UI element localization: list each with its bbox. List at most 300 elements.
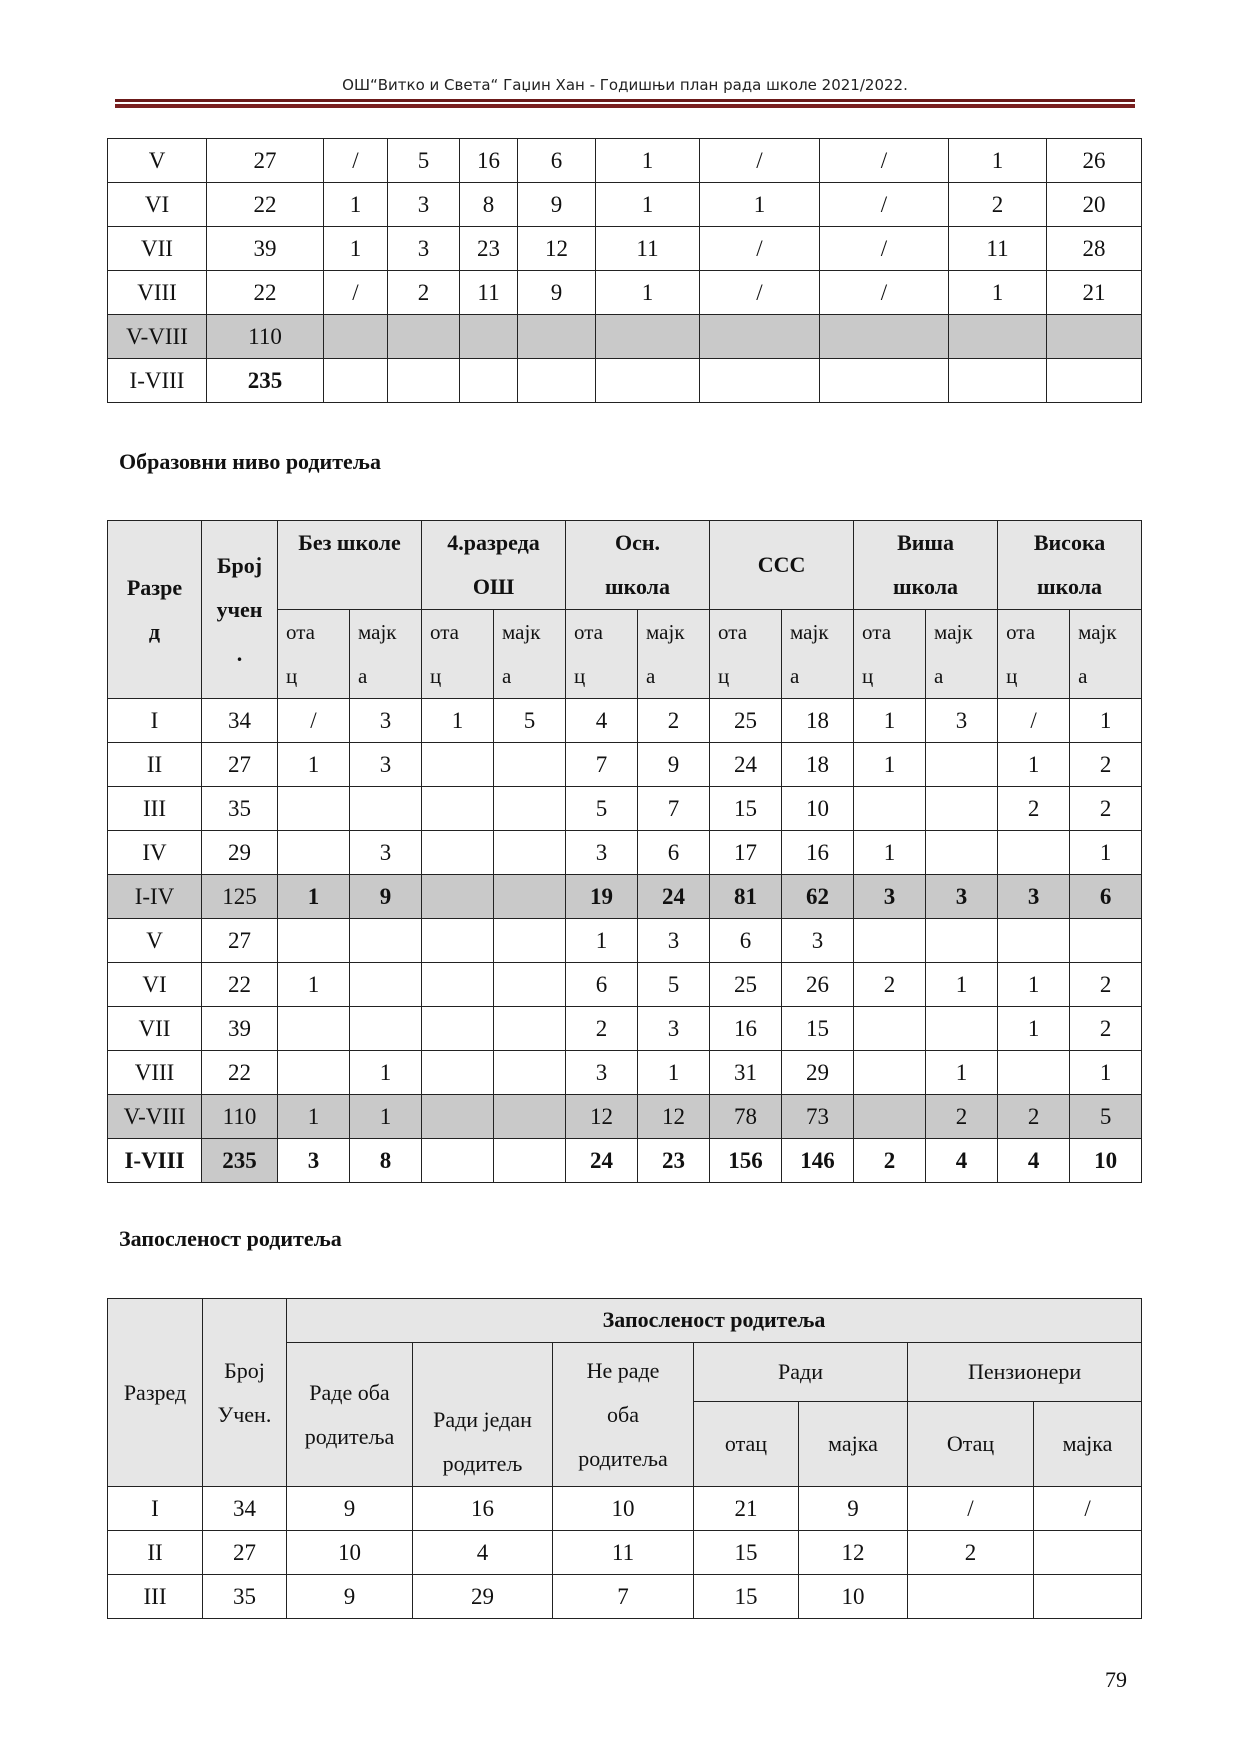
table-cell: 26 <box>1047 139 1142 183</box>
table-row <box>108 919 1142 963</box>
subheader-text: ота <box>1006 620 1036 644</box>
table-cell: 1 <box>278 875 350 919</box>
table-cell <box>494 831 566 875</box>
subheader-text: ц <box>574 664 586 688</box>
table-cell <box>1070 919 1142 963</box>
table-cell: VI <box>108 963 202 1007</box>
table-cell <box>324 359 388 403</box>
table-cell: 11 <box>596 227 700 271</box>
table-cell <box>926 831 998 875</box>
table-cell: IV <box>108 831 202 875</box>
table-cell: 10 <box>799 1575 908 1619</box>
table-cell: 22 <box>207 271 324 315</box>
table-row <box>108 963 1142 1007</box>
table-cell <box>998 831 1070 875</box>
table-cell: 5 <box>566 787 638 831</box>
table-cell <box>388 359 460 403</box>
table-cell <box>278 831 350 875</box>
subheader-text: а <box>646 664 656 688</box>
table-row <box>108 1575 1142 1619</box>
table-cell <box>926 1007 998 1051</box>
table-cell: 24 <box>566 1139 638 1183</box>
table-cell: 9 <box>287 1575 413 1619</box>
subheader-text: ота <box>862 620 892 644</box>
table-cell <box>494 963 566 1007</box>
table-cell <box>700 359 820 403</box>
table-cell: 1 <box>350 1051 422 1095</box>
table-cell: 9 <box>638 743 710 787</box>
table-cell: III <box>108 787 202 831</box>
table-cell: 3 <box>926 699 998 743</box>
subheader-text: а <box>934 664 944 688</box>
col-header-broj-line1: Број <box>216 552 263 578</box>
table-cell: / <box>700 139 820 183</box>
table-cell: III <box>108 1575 203 1619</box>
col-header-broj <box>202 521 278 699</box>
group-header-bez-skole <box>278 521 422 610</box>
table-cell: 20 <box>1047 183 1142 227</box>
table-cell: VI <box>108 183 207 227</box>
subheader-majka <box>350 610 422 699</box>
col-header-text: Ради један <box>433 1407 532 1432</box>
table-cell: 27 <box>207 139 324 183</box>
subheader-otac <box>710 610 782 699</box>
table-row <box>108 1007 1142 1051</box>
table-cell <box>998 1051 1070 1095</box>
table-row <box>108 271 1142 315</box>
table-cell: 27 <box>202 743 278 787</box>
header-rule-thick <box>115 104 1135 108</box>
table-cell <box>596 315 700 359</box>
page-header: ОШ“Витко и Света“ Гаџин Хан - Годишњи план рада школе 2021/2022. <box>342 76 908 94</box>
table-cell <box>926 787 998 831</box>
table-cell: V <box>108 139 207 183</box>
table-row <box>108 875 1142 919</box>
table-cell: / <box>998 699 1070 743</box>
table-cell: 2 <box>1070 743 1142 787</box>
table-cell <box>278 1007 350 1051</box>
subheader-text: ц <box>718 664 730 688</box>
table-cell: 34 <box>202 699 278 743</box>
table-cell: 1 <box>596 271 700 315</box>
table-cell <box>908 1575 1034 1619</box>
table-cell: 73 <box>782 1095 854 1139</box>
col-header-text: Раде оба <box>309 1379 390 1405</box>
table-cell: / <box>820 271 949 315</box>
table-cell <box>350 1007 422 1051</box>
table-cell: 22 <box>202 963 278 1007</box>
table-row <box>108 183 1142 227</box>
table-cell <box>422 1051 494 1095</box>
subheader-text: а <box>1078 664 1088 688</box>
table-cell: 3 <box>388 183 460 227</box>
table-cell: 1 <box>422 699 494 743</box>
table-cell: 2 <box>1070 1007 1142 1051</box>
table-cell: 2 <box>1070 963 1142 1007</box>
table-cell: 6 <box>710 919 782 963</box>
table-cell <box>949 359 1047 403</box>
table-cell <box>388 315 460 359</box>
table-cell: 7 <box>553 1575 694 1619</box>
table-cell: 21 <box>694 1487 799 1531</box>
group-header-visa-skola <box>854 521 998 610</box>
table-cell <box>494 743 566 787</box>
subheader-text: ота <box>718 620 748 644</box>
table-row <box>108 787 1142 831</box>
subheader-otac <box>566 610 638 699</box>
table-cell <box>998 919 1070 963</box>
table-cell: 4 <box>566 699 638 743</box>
table-cell <box>1047 359 1142 403</box>
group-header-visoka-skola <box>998 521 1142 610</box>
subheader-text: мајк <box>502 620 541 644</box>
group-header-text: школа <box>893 574 959 599</box>
table-cell <box>494 787 566 831</box>
table-row <box>108 359 1142 403</box>
table-cell <box>949 315 1047 359</box>
table-cell: 3 <box>350 743 422 787</box>
section-title-employment: Запосленост родитеља <box>119 1226 342 1251</box>
table-cell: 1 <box>854 831 926 875</box>
table-cell: 16 <box>413 1487 553 1531</box>
col-header-razred-line2: д <box>148 618 161 644</box>
table-cell: 39 <box>202 1007 278 1051</box>
subheader-text: ота <box>574 620 603 644</box>
table-cell: 10 <box>287 1531 413 1575</box>
table-cell: 3 <box>998 875 1070 919</box>
table-cell: 3 <box>350 831 422 875</box>
table-cell: 9 <box>518 183 596 227</box>
table-cell <box>518 315 596 359</box>
group-header-text: ОШ <box>472 574 515 599</box>
table-cell: V-VIII <box>108 1095 202 1139</box>
table-cell: 1 <box>638 1051 710 1095</box>
table-row <box>108 1531 1142 1575</box>
table-cell: 81 <box>710 875 782 919</box>
table-cell: 31 <box>710 1051 782 1095</box>
table-cell: 11 <box>553 1531 694 1575</box>
table-cell: 110 <box>202 1095 278 1139</box>
table-cell: 10 <box>1070 1139 1142 1183</box>
table-cell: 27 <box>202 919 278 963</box>
table-cell: 11 <box>949 227 1047 271</box>
table-cell: 2 <box>1070 787 1142 831</box>
table-cell <box>324 315 388 359</box>
group-header-text: Осн. <box>614 530 661 555</box>
parents-education-table <box>107 520 1142 1183</box>
table-cell: 24 <box>638 875 710 919</box>
table-row <box>108 315 1142 359</box>
table-cell: 6 <box>566 963 638 1007</box>
col-header-radi-jedan <box>413 1343 553 1487</box>
table-cell: 4 <box>998 1139 1070 1183</box>
table-cell: 3 <box>278 1139 350 1183</box>
table-cell <box>422 743 494 787</box>
table-cell: 27 <box>203 1531 287 1575</box>
table-cell: 2 <box>854 1139 926 1183</box>
section-title-education: Образовни ниво родитеља <box>119 449 381 474</box>
table-cell: 3 <box>388 227 460 271</box>
table-cell <box>926 743 998 787</box>
table-cell: VII <box>108 227 207 271</box>
table-cell <box>350 963 422 1007</box>
table-cell: 39 <box>207 227 324 271</box>
table-cell: 1 <box>926 1051 998 1095</box>
table-cell <box>854 1007 926 1051</box>
group-header-text: школа <box>1037 574 1103 599</box>
table-cell <box>494 1139 566 1183</box>
table-cell: 25 <box>710 963 782 1007</box>
table-cell: 1 <box>324 227 388 271</box>
table-cell: 12 <box>566 1095 638 1139</box>
table-cell: 5 <box>494 699 566 743</box>
table-cell: 2 <box>908 1531 1034 1575</box>
table-cell: 7 <box>566 743 638 787</box>
table-cell: 2 <box>998 787 1070 831</box>
subheader-majka <box>638 610 710 699</box>
table-cell <box>422 875 494 919</box>
col-header-broj <box>203 1299 287 1487</box>
table-cell: 2 <box>854 963 926 1007</box>
group-header-text: школа <box>605 574 671 599</box>
table-cell <box>422 787 494 831</box>
subheader-text: мајк <box>934 620 973 644</box>
table-cell <box>494 1051 566 1095</box>
table-cell: 18 <box>782 699 854 743</box>
table-cell <box>700 315 820 359</box>
table-row <box>108 139 1142 183</box>
subheader-text: ц <box>1006 664 1018 688</box>
parents-employment-table <box>107 1298 1142 1619</box>
table-cell: 9 <box>799 1487 908 1531</box>
group-header-text: 4.разреда <box>447 530 540 555</box>
table-cell <box>278 919 350 963</box>
table-cell: 12 <box>799 1531 908 1575</box>
table-cell <box>820 315 949 359</box>
table-cell: VII <box>108 1007 202 1051</box>
table-cell: 35 <box>202 787 278 831</box>
table-cell: 1 <box>278 743 350 787</box>
subheader-otac <box>854 610 926 699</box>
table-row <box>108 1095 1142 1139</box>
col-header-radi: Ради <box>694 1343 908 1402</box>
table-cell: 5 <box>638 963 710 1007</box>
subheader-text: ота <box>430 620 459 644</box>
table-cell: 16 <box>782 831 854 875</box>
table-cell: 3 <box>782 919 854 963</box>
table-cell: 78 <box>710 1095 782 1139</box>
subheader-text: ц <box>862 664 874 688</box>
subheader-text: а <box>358 664 368 688</box>
col-header-penzioneri: Пензионери <box>908 1343 1142 1402</box>
table-cell: 15 <box>694 1575 799 1619</box>
subheader-text: мајк <box>1078 620 1117 644</box>
table-cell: 24 <box>710 743 782 787</box>
subheader-text: ц <box>286 664 298 688</box>
col-header-text: Не раде <box>586 1357 660 1383</box>
table-cell <box>422 963 494 1007</box>
table-cell: / <box>1034 1487 1142 1531</box>
table-cell: 34 <box>203 1487 287 1531</box>
table-cell: V <box>108 919 202 963</box>
col-header-text: родитељ <box>442 1451 523 1476</box>
table-cell: 29 <box>782 1051 854 1095</box>
table-cell: 10 <box>782 787 854 831</box>
table-cell: 19 <box>566 875 638 919</box>
group-header-text: Виша <box>897 530 955 555</box>
table-cell <box>854 1095 926 1139</box>
table-cell <box>820 359 949 403</box>
table-cell: 25 <box>710 699 782 743</box>
table-cell: 1 <box>926 963 998 1007</box>
table-cell: 7 <box>638 787 710 831</box>
table-cell: VIII <box>108 1051 202 1095</box>
table-cell: 22 <box>202 1051 278 1095</box>
table-cell: 2 <box>638 699 710 743</box>
table-cell: / <box>820 139 949 183</box>
table-cell: 23 <box>460 227 518 271</box>
table-cell: 3 <box>566 831 638 875</box>
table-cell: 15 <box>782 1007 854 1051</box>
table-row <box>108 699 1142 743</box>
table-cell <box>422 1095 494 1139</box>
table-cell: 6 <box>638 831 710 875</box>
table-cell: 1 <box>596 183 700 227</box>
group-header-4-razreda <box>422 521 566 610</box>
table-cell: I <box>108 699 202 743</box>
table-cell: 5 <box>1070 1095 1142 1139</box>
table-cell: / <box>700 271 820 315</box>
table-cell: 26 <box>782 963 854 1007</box>
table-cell: 2 <box>388 271 460 315</box>
subheader-otac <box>998 610 1070 699</box>
table-cell <box>1034 1575 1142 1619</box>
table-cell <box>1047 315 1142 359</box>
subheader-majka <box>926 610 998 699</box>
col-header-rade-oba <box>287 1343 413 1487</box>
col-header-text: оба <box>607 1401 639 1427</box>
subheader-majka <box>494 610 566 699</box>
table-cell: 16 <box>710 1007 782 1051</box>
table-cell: 235 <box>207 359 324 403</box>
table-cell: 4 <box>413 1531 553 1575</box>
table-cell: 29 <box>202 831 278 875</box>
table-cell: 146 <box>782 1139 854 1183</box>
group-header-text: Висока <box>1033 530 1106 555</box>
table-cell: 1 <box>1070 831 1142 875</box>
subheader-majka <box>1070 610 1142 699</box>
table-cell: 1 <box>700 183 820 227</box>
table-row <box>108 743 1142 787</box>
subheader-text: мајк <box>358 620 397 644</box>
table-cell <box>422 1139 494 1183</box>
table-cell <box>854 787 926 831</box>
table-cell <box>460 315 518 359</box>
subheader-text: а <box>502 664 512 688</box>
table-cell <box>422 831 494 875</box>
table-cell <box>422 1007 494 1051</box>
table-cell: 1 <box>596 139 700 183</box>
group-header-text: Без школе <box>298 530 401 555</box>
table-cell <box>460 359 518 403</box>
table-cell: II <box>108 743 202 787</box>
table-cell: / <box>278 699 350 743</box>
table-cell: 156 <box>710 1139 782 1183</box>
table-cell: 235 <box>202 1139 278 1183</box>
table-cell: VIII <box>108 271 207 315</box>
table-cell <box>278 1051 350 1095</box>
table-cell: 1 <box>998 1007 1070 1051</box>
table-cell: 12 <box>518 227 596 271</box>
table-cell: 15 <box>710 787 782 831</box>
table-cell <box>350 919 422 963</box>
col-header-ne-rade <box>553 1343 694 1487</box>
table-cell: 62 <box>782 875 854 919</box>
col-header-broj-line2: учен <box>216 596 263 622</box>
table-cell: 8 <box>460 183 518 227</box>
table-cell: 3 <box>350 699 422 743</box>
col-header-penz-majka: мајка <box>1034 1402 1142 1487</box>
table-cell <box>422 919 494 963</box>
table-cell: / <box>908 1487 1034 1531</box>
table-cell: 28 <box>1047 227 1142 271</box>
table-cell: 2 <box>926 1095 998 1139</box>
table-cell <box>494 1007 566 1051</box>
table-cell <box>596 359 700 403</box>
table-cell: 4 <box>926 1139 998 1183</box>
table-cell: 9 <box>518 271 596 315</box>
table-row <box>108 227 1142 271</box>
table-cell: / <box>324 271 388 315</box>
table-cell: 35 <box>203 1575 287 1619</box>
table-cell: 12 <box>638 1095 710 1139</box>
table-cell <box>926 919 998 963</box>
table-cell: 1 <box>278 1095 350 1139</box>
table-cell <box>854 919 926 963</box>
table-cell: 6 <box>1070 875 1142 919</box>
table-cell: 2 <box>949 183 1047 227</box>
table-cell: 11 <box>460 271 518 315</box>
col-header-penz-otac: Отац <box>908 1402 1034 1487</box>
table-cell: I-VIII <box>108 359 207 403</box>
col-header-razred: Разред <box>108 1299 203 1487</box>
table-cell: 5 <box>388 139 460 183</box>
table-cell: 125 <box>202 875 278 919</box>
table-cell: 3 <box>926 875 998 919</box>
table-cell: / <box>820 183 949 227</box>
table-cell: 2 <box>998 1095 1070 1139</box>
table-cell: 3 <box>638 919 710 963</box>
table-cell: 22 <box>207 183 324 227</box>
table-cell: 1 <box>278 963 350 1007</box>
students-table-continued <box>107 138 1142 403</box>
table-cell: 1 <box>949 271 1047 315</box>
table-cell <box>350 787 422 831</box>
employment-group-title: Запосленост родитеља <box>287 1299 1142 1343</box>
table-cell: 3 <box>854 875 926 919</box>
col-header-broj-line1: Број <box>224 1357 265 1383</box>
table-cell: 23 <box>638 1139 710 1183</box>
col-header-radi-majka: мајка <box>799 1402 908 1487</box>
group-header-sss <box>710 521 854 610</box>
table-cell <box>1034 1531 1142 1575</box>
table-cell: 1 <box>854 699 926 743</box>
table-cell <box>278 787 350 831</box>
col-header-broj-line2: Учен. <box>217 1401 272 1427</box>
col-header-razred <box>108 521 202 699</box>
table-cell: 2 <box>566 1007 638 1051</box>
table-row <box>108 1487 1142 1531</box>
